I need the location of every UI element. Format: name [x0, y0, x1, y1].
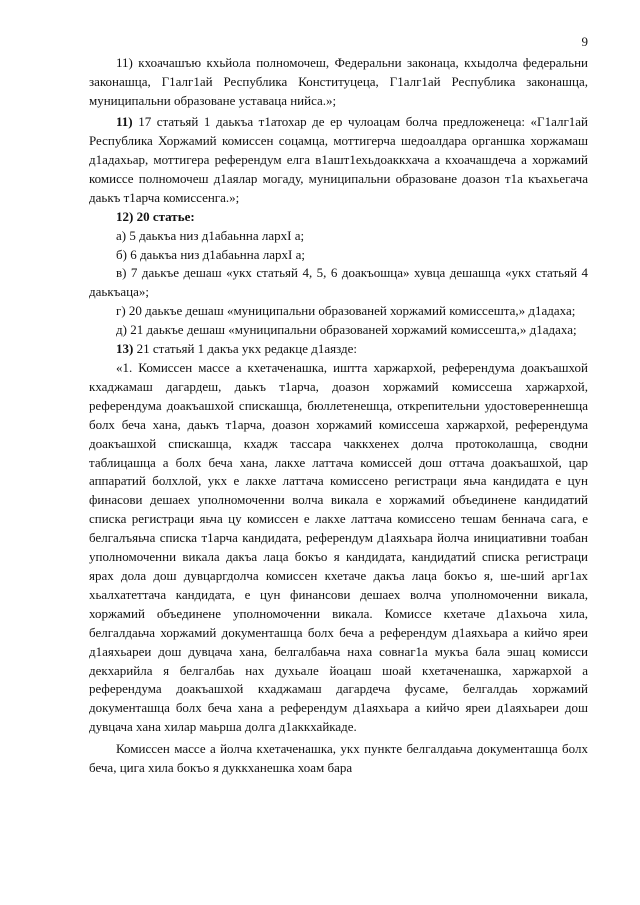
item-number: 11) — [116, 114, 133, 130]
section-heading-12 — [89, 208, 588, 227]
document-body — [89, 54, 588, 777]
paragraph-text: б) 6 даькъа низ д1абаьнна лархI а; — [116, 246, 305, 262]
subitem-g — [89, 302, 588, 321]
item-number: 11) — [116, 55, 133, 70]
subitem-b — [89, 246, 588, 265]
paragraph-text: 21 статьяй 1 дакъа укх редакце д1аязде: — [133, 341, 357, 357]
subitem-d — [89, 321, 588, 340]
paragraph-text: а) 5 даькъа низ д1абаьнна лархI а; — [116, 227, 305, 243]
paragraph-text: в) 7 даькъе дешаш «укх статьяй 4, 5, 6 доакъошца» хувца дешашца «укх статьяй 4 даькъаца»; — [89, 265, 588, 300]
paragraph-text: «1. Комиссен массе а кхетаченашка, иштта харжархой, референдума доакъашхой кхаджамаш дагардеш, даькъ т1арча, доазон хоржамий комиссеша харжархой, референдума доакъашхой спискашца, бюллетенешца, открепительни удостовереннешца болх беча хана, даькъ т1арча, доазон хоржамий комиссеша харжархой, референдума доакъашхой спискашца, кхадж тассара чаккхенех долча протоколашца, сводни таблицашца а болх беча хана, лакхе латтача комиссей дош оттача доакъашхой, цар аппаратий болхлой, укх е лакхе латтача комиссено регистраци яьча кандидата е цун финасови дешаех уполномоченни волча викала е хоржамий объединене кандидатий списка регистраци яьча цу комиссен е лакхе латтача комиссено тешам беннача сага, е белгалъяьча списка т1арча кандидата, референдум д1аяхьара йолча инициативни тоабан уполномоченни викала дакъа лаца бокъо я кандидата, кандидатий списка регистраци ярах дола дош дувцаргдолча комиссен кхетаче дакъа лаца бокъо я, ше-ший арг1ах хьалхатеттача кандидата, е цун финансови дешаех волча уполномоченни викала, хоржамий объединене уполномоченни викала. Комиссе кхетаче д1ахьоча хила, белгалдаьча хоржамий документашца болх беча а референдум д1аяхьара а кийчо яреи д1аяхьареи дош дувцача хана, белгалбаьча наха совнаг1а мукъа бала эшац комисси декхарийла я белгалбаь нах духьале йоацаш шоай кхетаченашка, харжархой а референдума доакъашхой кхаджамаш дагардеча фусаме, белгалдаь хоржамий документашца болх беча хана а референдум д1аяхьара а кийчо яреи д1аяхьареи дош дувцача хана хилар маьрша долга д1аккхайкаде. — [89, 360, 588, 735]
paragraph-item-11b — [89, 113, 588, 208]
paragraph-item-13 — [89, 340, 588, 359]
subitem-v — [89, 264, 588, 302]
subitem-a — [89, 227, 588, 246]
section-heading: 12) 20 статье: — [116, 208, 195, 224]
paragraph-text: Комиссен массе а йолча кхетаченашка, укх пункте белгалдаьча документашца болх беча, цига хила бокъо я дуккханешка хоам бара — [89, 740, 588, 775]
page-number: 9 — [581, 34, 588, 49]
paragraph-text: г) 20 даькъе дешаш «муниципальни образованей хоржамий комиссешта,» д1адаха; — [116, 303, 576, 319]
quoted-paragraph-1 — [89, 359, 588, 737]
paragraph-item-11 — [89, 54, 588, 111]
paragraph-text: кхоачашъю кхьйола полномочеш, Федеральни законаца, кхыдолча федеральни законашца, Г1алг1ай Республика Конституцеца, Г1алг1ай Республика законашца, муниципальни образоване уставаца нийса.»; — [89, 55, 588, 108]
closing-paragraph — [89, 740, 588, 778]
paragraph-text: д) 21 даькъе дешаш «муниципальни образованей хоржамий комиссешта,» д1адаха; — [116, 322, 577, 338]
paragraph-text: 17 статьяй 1 даькъа т1атохар де ер чулоацам болча предложенеца: «Г1алг1ай Республика Хоржамий комиссен соцамца, моттигерча шедоалдара органшка хоржамаш д1адахьар, моттигера референдум елга в1ашт1ехьдоаккхача а кхоачашдеча а хоржамий комиссе полномочеш д1аялар могаду, муниципальни образоване доазон т1а къахьегача даькъ т1арча комиссенга.»; — [89, 114, 588, 205]
item-number: 13) — [116, 341, 134, 357]
